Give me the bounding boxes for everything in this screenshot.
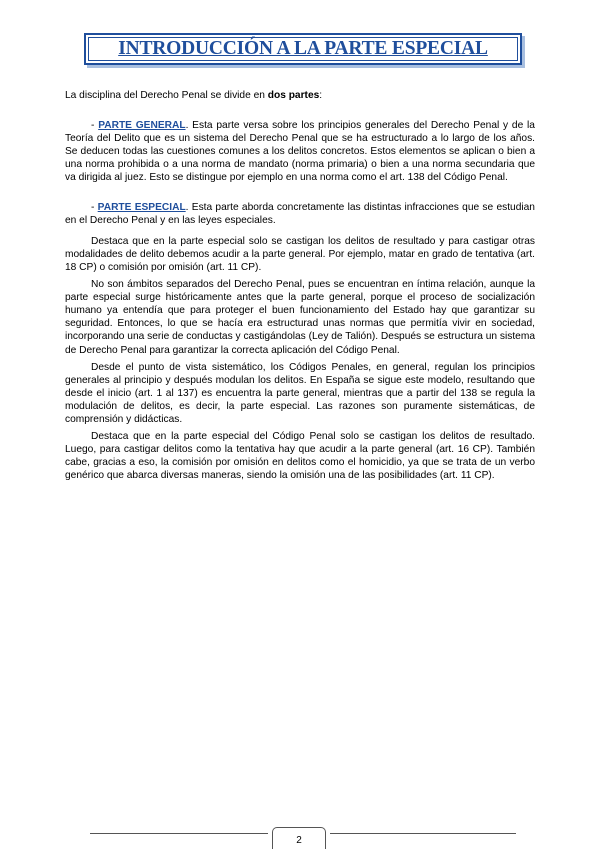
body-paragraph: Desde el punto de vista sistemático, los Códigos Penales, en general, regulan los principios generales al principio y después modulan los delitos. En España se sigue este modelo, resultando que desde el inicio (art. 1 al 137) es encuentra la parte general, mientras que a partir del 138 se regula la modulación de delitos, es decir, la parte especial. Las razones son puramente sistemáticas, de comprensión y didácticas.: [65, 361, 535, 425]
intro-text: La disciplina del Derecho Penal se divide en: [65, 90, 268, 101]
item-text: . Esta parte versa sobre los principios generales del Derecho Penal y de la Teoría del Delito que es un sistema del Derecho Penal que se ha estructurado a lo largo de los años. Se deducen todas las cuestiones comunes a los delitos concretos. Estos elementos se aplican o bien a una norma prohibida o a una norma de mandato (norma primaria) o bien a una norma secundaria que va dirigida al juez. Esto se distingue por ejemplo en una norma como el art. 138 del Código Penal.: [65, 120, 535, 184]
keyword-parte-especial: PARTE ESPECIAL: [97, 201, 186, 213]
page-number: 2: [272, 827, 326, 849]
item-text: . Esta parte aborda concretamente las distintas infracciones que se estudian en el Derecho Penal y en las leyes especiales.: [65, 201, 535, 226]
body-paragraph: Destaca que en la parte especial del Código Penal solo se castigan los delitos de resultado. Luego, para castigar delitos como la tentativa hay que acudir a la parte general (art. 16 CP). También cabe, gracias a eso, la comisión por omisión en delitos como el homicidio, ya que se trata de un verbo genérico que abarca diversas maneras, siendo la omisión una de las posibilidades (art. 11 CP).: [65, 431, 535, 482]
page-title: INTRODUCCIÓN A LA PARTE ESPECIAL: [118, 38, 488, 59]
document-body: [65, 89, 535, 486]
intro-paragraph: [65, 89, 535, 102]
body-paragraph: Destaca que en la parte especial solo se castigan los delitos de resultado y para castigar otras modalidades de delito debemos acudir a la parte general. Por ejemplo, matar en grado de tentativa (art. 18 CP) o comisión por omisión (art. 11 CP).: [65, 235, 535, 273]
footer-rule-right: [330, 833, 516, 834]
keyword-parte-general: PARTE GENERAL: [98, 120, 186, 132]
intro-bold: dos partes: [267, 90, 320, 101]
list-item-parte-general: [65, 119, 535, 184]
item-prefix: -: [91, 201, 98, 213]
intro-text-after: :: [319, 90, 323, 101]
title-box: [84, 33, 522, 65]
body-paragraph: No son ámbitos separados del Derecho Penal, pues se encuentran en íntima relación, aunque la parte especial surge históricamente antes que la parte general, porque el proceso de socialización humano ya entendía que para proteger el buen funcionamiento del Estado hay que garantizar su seguridad. Entonces, lo que se hacía era estructurad unas normas que permitía vivir en sociedad, incorporando una serie de conductas y castigándolas (Ley de Talión). Después se estructura un sistema de Derecho Penal para garantizar la correcta aplicación del Código Penal.: [65, 279, 535, 356]
item-prefix: -: [91, 120, 99, 132]
list-item-parte-especial: [65, 201, 535, 227]
footer-rule-left: [90, 833, 268, 834]
